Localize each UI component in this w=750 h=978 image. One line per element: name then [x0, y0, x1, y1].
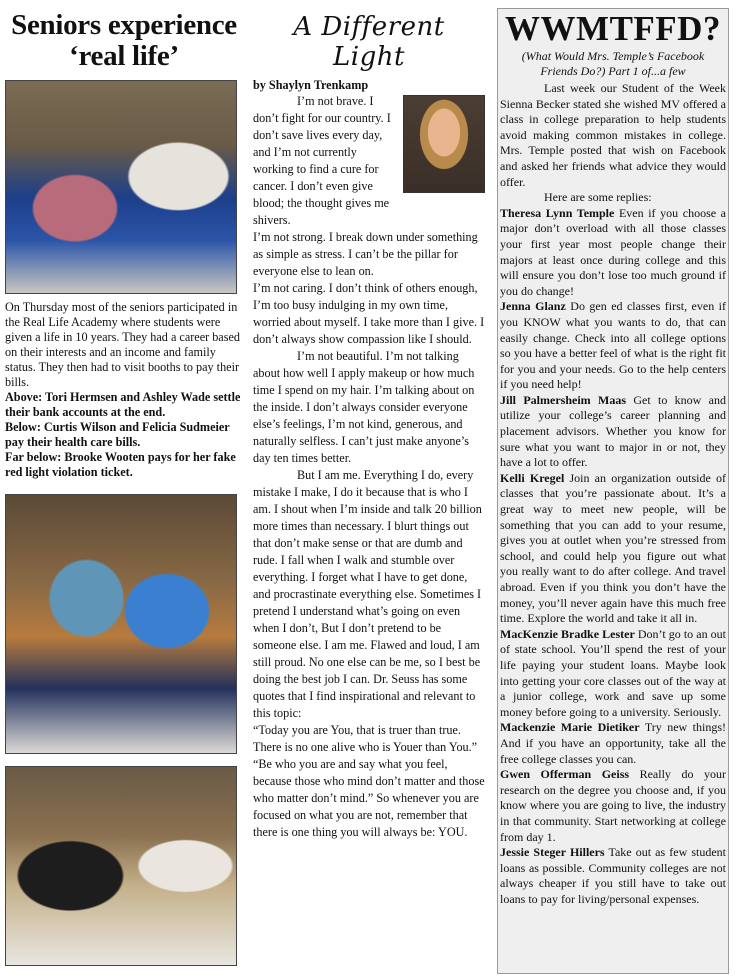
reply-text: Get to know and utilize your college’s career planning and placement advisors. Whether you know for sure what you want to major in or not, they have a lot to offer.	[500, 392, 727, 470]
reply-text: Join an organization outside of classes that you’re passionate about. It’s a great way to meet new people, will be something that you can add to your resume, gives you at outlet when you’re stressed from school, and could help you figure out what you really want to do after college. And travel abroad. Even if you think you don’t have the money, you’ll never again have this much free time. Explore the world and take it all in.	[500, 470, 727, 626]
reply-author: Kelli Kregel	[500, 470, 565, 485]
intro-paragraph: Here are some replies:	[544, 190, 652, 205]
caption-below: Below: Curtis Wilson and Felicia Sudmeier pay their health care bills.	[5, 420, 230, 449]
author-headshot	[403, 95, 485, 193]
reply-item	[500, 720, 726, 767]
middle-column	[253, 8, 485, 841]
reply-text: Take out as few student loans as possible. Community colleges are not always cheaper if you still have to take out loans to pay for living/personal expenses.	[500, 845, 726, 906]
sidebar-subtitle: (What Would Mrs. Temple’s Facebook Friends Do?) Part 1 of...a few	[521, 49, 705, 78]
replies-list	[500, 206, 726, 908]
reply-text: Don’t go to an out of state school. You’ll spend the rest of your life paying your student loans. Maybe look into getting your core classes out of the way at a junior college, work and save up some money before going to a university. Seriously.	[500, 626, 726, 719]
intro-paragraph: Last week our Student of the Week Sienna Becker stated she wished MV offered a class in college preparation to help students avoid making common mistakes in college. Mrs. Temple posted that wish on Facebook and asked her friends what advice they would offer.	[500, 81, 726, 189]
quote: “Today you are You, that is truer than true. There is no one alive who is Youer than You.”	[253, 723, 478, 754]
reply-text: Try new things! And if you have an opportunity, take all the free college classes you can.	[500, 720, 727, 766]
reply-item	[500, 767, 726, 845]
reply-item	[500, 299, 726, 393]
photo-violation-ticket	[5, 766, 237, 966]
right-sidebar-box	[497, 8, 729, 974]
reply-author: Jill Palmersheim Maas	[500, 392, 626, 407]
byline: by Shaylyn Trenkamp	[253, 78, 369, 92]
caption-above: Above: Tori Hermsen and Ashley Wade settle their bank accounts at the end.	[5, 390, 241, 419]
reply-text: Really do your research on the degree you choose and, if you know where you are going to live, the industry in that community. Start networking at college from day 1.	[500, 767, 726, 844]
paragraph: I’m not brave. I don’t fight for our country. I don’t save lives every day, and I’m not currently working to find a cure for cancer. I don’t even give blood; the thought gives me shivers.	[253, 94, 391, 227]
reply-author: Mackenzie Marie Dietiker	[500, 720, 640, 735]
caption-text: On Thursday most of the seniors participated in the Real Life Academy where students were given a life in 10 years. They had a career based on their interests and an income and family status. They then had to visit booths to pay their bills.	[5, 300, 240, 389]
reply-author: Theresa Lynn Temple	[500, 205, 615, 220]
reply-author: Jenna Glanz	[500, 299, 566, 314]
photo-caption	[5, 300, 243, 480]
article-body	[253, 93, 485, 841]
reply-author: Gwen Offerman Geiss	[500, 767, 630, 782]
column-title: A Different Light	[293, 12, 445, 72]
reply-text: Do gen ed classes first, even if you KNOW what you wants to do, that can easily change. Check into all college options so you have a better feel of what is the right fit for you and your needs. Go to the help centers if you need help!	[500, 299, 727, 392]
sidebar-body	[498, 81, 728, 907]
reply-item	[500, 845, 726, 907]
caption-far-below: Far below: Brooke Wooten pays for her fake red light violation ticket.	[5, 450, 236, 479]
reply-author: Jessie Steger Hillers	[500, 845, 605, 860]
reply-author: MacKenzie Bradke Lester	[500, 626, 635, 641]
article-headline: Seniors experience ‘real life’	[11, 9, 237, 72]
reply-item	[500, 471, 726, 627]
quote: “Be who you are and say what you feel, because those who mind don’t matter and those who matter don’t mind.” So whenever you are focused on what you are not, remember that there is one thing you will always be: YOU.	[253, 757, 485, 839]
reply-item	[500, 206, 726, 300]
reply-item	[500, 627, 726, 721]
left-column	[5, 6, 243, 966]
paragraph: I’m not caring. I don’t think of others enough, I’m too busy indulging in my own time, worried about myself. I take more than I give. I don’t always show compassion like I should.	[253, 281, 485, 346]
sidebar-title: WWMTFFD?	[505, 9, 721, 48]
paragraph: I’m not strong. I break down under something as simple as stress. I can’t be the pillar for everyone else to lean on.	[253, 230, 478, 278]
reply-item	[500, 393, 726, 471]
photo-bank-accounts	[5, 80, 237, 294]
reply-text: Even if you choose a major don’t overload with all those classes your first year most people change their majors at least once during college and this will ensure you don’t lose too much ground if you do change!	[500, 205, 727, 298]
photo-health-care-bills	[5, 494, 237, 754]
paragraph: But I am me. Everything I do, every mistake I make, I do it because that is who I am. I shout when I’m inside and talk 20 billion more times than necessary. I blurt things out that don’t make sense or that are dumb and rude. I fall when I walk and stumble over everything. I forget what I have to get done, and procrastinate everything else. Sometimes I pretend I understand what’s going on even when I don’t, But I don’t pretend to be someone else. I am me. Flawed and loud, I am still proud. No one else can be me, so I best be doing the best job I can. Dr. Seuss has some quotes that I find inspirational and relevant to this topic:	[253, 468, 482, 720]
paragraph: I’m not beautiful. I’m not talking about how well I apply makeup or how much time I spend on my hair. I’m talking about on the inside. I don’t always consider everyone else’s feelings, I’m not kind, generous, and naturally selfless. I can’t just make anyone’s day ten times better.	[253, 349, 475, 465]
